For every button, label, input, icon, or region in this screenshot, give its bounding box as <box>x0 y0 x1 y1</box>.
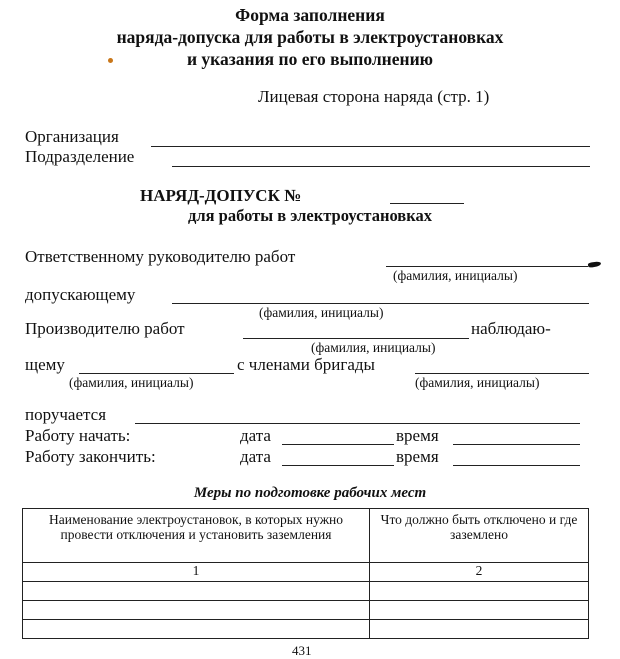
organization-line[interactable] <box>151 146 590 147</box>
start-time-line[interactable] <box>453 444 580 445</box>
producer-line[interactable] <box>243 338 469 339</box>
admitting-label: допускающему <box>25 285 136 304</box>
subdivision-label: Подразделение <box>25 147 135 166</box>
members-caption: (фамилия, инициалы) <box>415 375 540 390</box>
table-number-row <box>23 563 589 582</box>
start-label: Работу начать: <box>25 426 131 445</box>
start-date-label: дата <box>240 426 271 445</box>
table-cell[interactable] <box>370 601 589 620</box>
table-header-row <box>23 509 589 563</box>
admitting-line[interactable] <box>172 303 589 304</box>
table-cell[interactable] <box>370 582 589 601</box>
table-cell[interactable] <box>23 582 370 601</box>
end-time-label: время <box>396 447 439 466</box>
table-cell[interactable] <box>370 620 589 639</box>
table-row <box>23 582 589 601</box>
observer-label-b: щему <box>25 355 65 374</box>
table-header-installations: Наименование электроустановок, в которых нужно провести отключения и установить заземления <box>23 509 370 563</box>
assigned-label: поручается <box>25 405 107 424</box>
observer-caption: (фамилия, инициалы) <box>69 375 194 390</box>
form-title-line-2: наряда-допуска для работы в электроустановках <box>116 27 504 47</box>
form-title-line-1: Форма заполнения <box>235 5 385 25</box>
end-date-label: дата <box>240 447 271 466</box>
end-time-line[interactable] <box>453 465 580 466</box>
order-title: НАРЯД-ДОПУСК № <box>140 186 302 205</box>
table-cell[interactable] <box>23 601 370 620</box>
ink-mark <box>588 261 602 268</box>
responsible-line[interactable] <box>386 266 588 267</box>
table-header-disconnect: Что должно быть отключено и где заземлено <box>370 509 589 563</box>
side-note: Лицевая сторона наряда (стр. 1) <box>258 87 490 106</box>
members-line[interactable] <box>415 373 589 374</box>
table-row <box>23 601 589 620</box>
order-number-line[interactable] <box>390 203 464 204</box>
organization-label: Организация <box>25 127 119 146</box>
ink-spot <box>108 58 113 63</box>
order-subtitle: для работы в электроустановках <box>188 206 432 225</box>
form-title-line-3: и указания по его выполнению <box>186 49 434 69</box>
table-column-number-1: 1 <box>23 563 370 582</box>
observer-label-a: наблюдаю- <box>471 319 551 338</box>
end-date-line[interactable] <box>282 465 394 466</box>
table-column-number-2: 2 <box>370 563 589 582</box>
assigned-line[interactable] <box>135 423 580 424</box>
responsible-caption: (фамилия, инициалы) <box>393 268 518 283</box>
table-cell[interactable] <box>23 620 370 639</box>
table-row <box>23 620 589 639</box>
measures-title: Меры по подготовке рабочих мест <box>193 485 427 501</box>
producer-label: Производителю работ <box>25 319 185 338</box>
admitting-caption: (фамилия, инициалы) <box>259 305 384 320</box>
start-date-line[interactable] <box>282 444 394 445</box>
members-label: с членами бригады <box>237 355 375 374</box>
page-number: 431 <box>292 643 312 658</box>
observer-line[interactable] <box>79 373 234 374</box>
measures-table <box>22 508 589 639</box>
producer-caption: (фамилия, инициалы) <box>311 340 436 355</box>
responsible-label: Ответственному руководителю работ <box>25 247 296 266</box>
end-label: Работу закончить: <box>25 447 156 466</box>
start-time-label: время <box>396 426 439 445</box>
subdivision-line[interactable] <box>172 166 590 167</box>
